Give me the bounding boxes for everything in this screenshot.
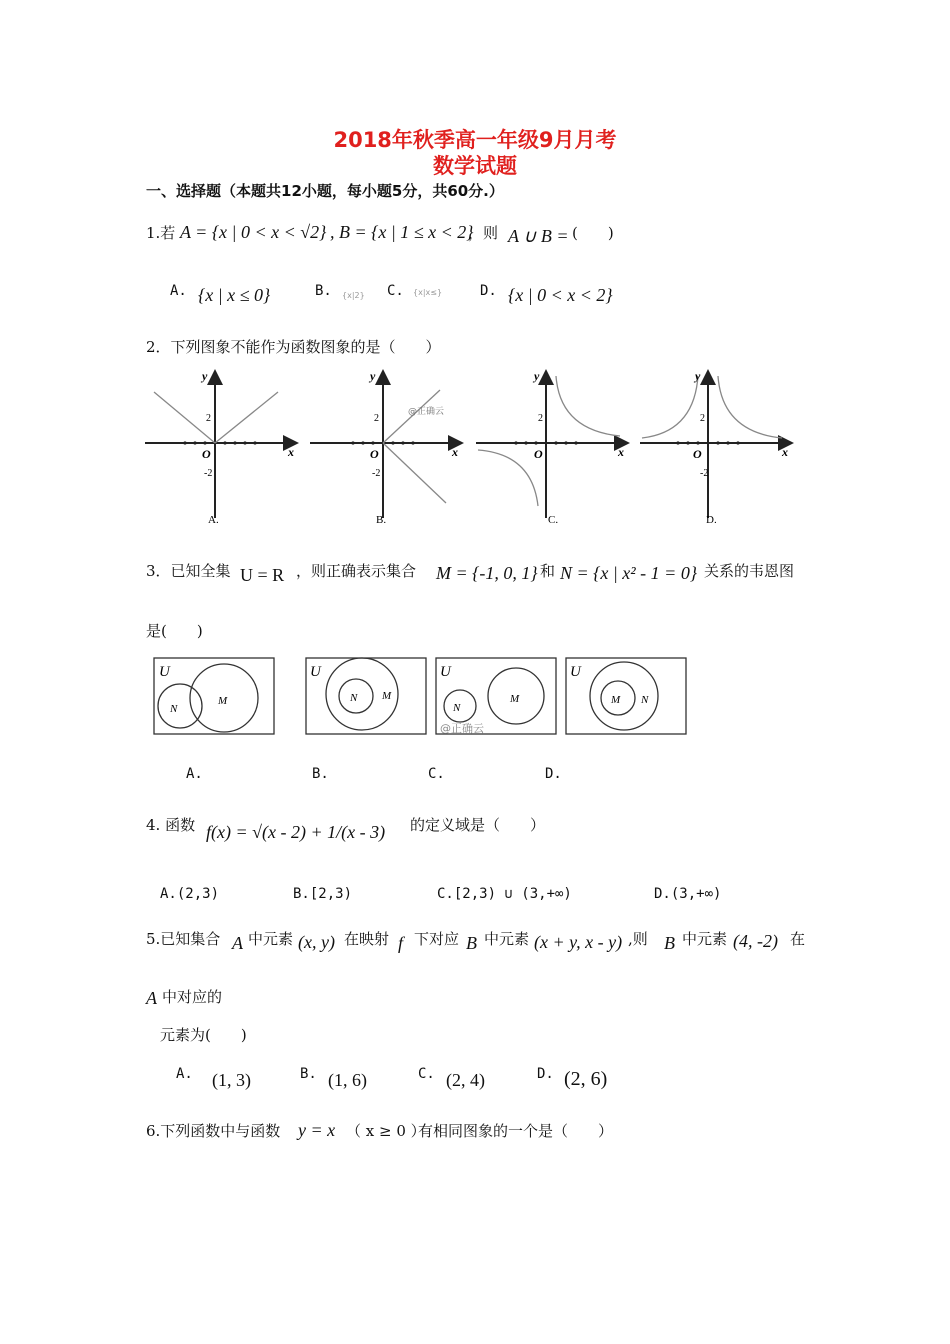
venn-b: [306, 658, 426, 734]
q5-set-a: A: [232, 933, 243, 953]
venn-d: [566, 658, 686, 734]
svg-text:U: U: [570, 664, 581, 680]
q1-union: A ∪ B =: [508, 226, 569, 246]
section-heading: 一、选择题（本题共12小题，每小题5分，共60分.）: [146, 182, 504, 200]
q5-text-e: 中元素: [484, 930, 530, 948]
q5-lead: 5.已知集合: [146, 930, 221, 948]
q5-text-k: 元素为( ): [160, 1026, 247, 1044]
q5-text-i: 在: [790, 930, 806, 948]
q5-opt-b-label: B.: [300, 1066, 317, 1082]
q5-element-xy: (x, y): [298, 932, 335, 952]
q6-lead: 6.下列函数中与函数: [146, 1122, 281, 1140]
q5-set-b2: B: [664, 933, 675, 953]
svg-text:M: M: [382, 690, 392, 702]
svg-text:C.: C.: [548, 514, 559, 526]
q6-function: y = x: [298, 1120, 336, 1140]
svg-text:y: y: [695, 369, 701, 383]
q3-universal-set: U = R: [240, 565, 285, 585]
q3-venn-diagrams: [150, 654, 690, 738]
q5-opt-a: (1, 3): [212, 1070, 251, 1090]
svg-text:N: N: [170, 703, 178, 715]
q1-opt-a-label: A.: [170, 283, 187, 299]
q5-text-d: 下对应: [414, 930, 460, 948]
venn-a: [154, 658, 274, 734]
q4-opt-b: B.[2,3): [293, 886, 353, 902]
q4-function: f(x) = √(x - 2) + 1/(x - 3): [206, 822, 386, 842]
graph-c: [476, 369, 626, 526]
q1-opt-c: {x|x≤}: [413, 288, 443, 297]
svg-text:O: O: [370, 447, 379, 461]
q3-text-c: 关系的韦恩图: [704, 562, 795, 580]
page-title: 2018年秋季高一年级9月月考: [333, 128, 617, 152]
q5-opt-c-label: C.: [418, 1066, 435, 1082]
q1-opt-c-label: C.: [387, 283, 404, 299]
svg-text:2: 2: [206, 413, 211, 424]
q5-opt-b: (1, 6): [328, 1070, 367, 1090]
svg-text:y: y: [370, 369, 376, 383]
svg-text:x: x: [782, 445, 788, 459]
svg-text:N: N: [453, 702, 461, 714]
q1-opt-a: {x | x ≤ 0}: [198, 285, 271, 305]
q5-map-f: f: [398, 933, 404, 953]
q1-opt-d: {x | 0 < x < 2}: [508, 285, 613, 305]
q1-set-a: A = {x | 0 < x < √2}: [180, 222, 327, 242]
q1-opt-d-label: D.: [480, 283, 497, 299]
svg-text:-2: -2: [204, 468, 213, 479]
q3-set-n: N = {x | x² - 1 = 0}: [560, 563, 698, 583]
svg-text:U: U: [310, 664, 321, 680]
svg-text:M: M: [611, 694, 621, 706]
q2-graphs: [140, 368, 810, 530]
svg-text:O: O: [693, 447, 702, 461]
q3-set-m: M = {-1, 0, 1}: [436, 563, 538, 583]
q4-opt-c: C.[2,3) ∪ (3,+∞): [437, 886, 572, 902]
svg-text:x: x: [288, 445, 294, 459]
q2-text: 2．下列图象不能作为函数图象的是（ ）: [146, 338, 441, 356]
q4-opt-a: A.(2,3): [160, 886, 220, 902]
q5-opt-a-label: A.: [176, 1066, 193, 1082]
svg-text:x: x: [618, 445, 624, 459]
page-subtitle: 数学试题: [433, 154, 517, 178]
q2-watermark: @正确云: [408, 407, 445, 417]
q3-label-a: A.: [186, 766, 203, 782]
svg-text:x: x: [452, 445, 458, 459]
svg-text:-2: -2: [700, 468, 709, 479]
q3-text-d: 是( ): [146, 622, 203, 640]
svg-text:A.: A.: [208, 514, 219, 526]
q3-watermark: @正确云: [440, 722, 484, 735]
svg-text:B.: B.: [376, 514, 387, 526]
svg-text:y: y: [202, 369, 208, 383]
svg-text:M: M: [218, 695, 228, 707]
q5-text-h: 中元素: [682, 930, 728, 948]
q6-ask: 有相同图象的一个是（ ）: [418, 1122, 614, 1140]
svg-text:O: O: [534, 447, 543, 461]
q5-opt-d-label: D.: [537, 1066, 554, 1082]
q5-set-b: B: [466, 933, 477, 953]
q3-text-b: ，则正确表示集合: [296, 562, 417, 580]
q5-opt-d: (2, 6): [564, 1068, 608, 1090]
svg-text:-2: -2: [372, 468, 381, 479]
q3-and: 和: [540, 562, 556, 580]
q5-text-g: ,则: [628, 930, 648, 948]
q6-condition: （ x ≥ 0 ）: [346, 1122, 426, 1140]
q1-opt-b-label: B.: [315, 283, 332, 299]
svg-text:2: 2: [374, 413, 379, 424]
q4-ask: 的定义域是（ ）: [410, 816, 546, 834]
q5-opt-c: (2, 4): [446, 1070, 485, 1090]
svg-text:N: N: [350, 692, 358, 704]
svg-text:2: 2: [538, 413, 543, 424]
q1-set-b: , B = {x | 1 ≤ x < 2}: [330, 222, 474, 242]
q5-image: (x + y, x - y): [534, 932, 623, 952]
graph-d: [640, 369, 790, 526]
svg-text:U: U: [159, 664, 170, 680]
q5-text-b: 中元素: [248, 930, 294, 948]
svg-text:U: U: [440, 664, 451, 680]
svg-text:2: 2: [700, 413, 705, 424]
q1-ask: ，则: [468, 224, 499, 242]
q3-label-c: C.: [428, 766, 445, 782]
q5-set-a2: A: [146, 988, 157, 1008]
q1-opt-b: {x|2}: [342, 291, 365, 300]
q5-text-c: 在映射: [344, 930, 390, 948]
q5-text-j: 中对应的: [162, 988, 223, 1006]
svg-text:D.: D.: [706, 514, 717, 526]
svg-text:N: N: [641, 694, 649, 706]
q1-paren: ( ): [572, 224, 614, 242]
graph-a: [145, 369, 295, 526]
q4-opt-d: D.(3,+∞): [654, 886, 722, 902]
q3-label-b: B.: [312, 766, 329, 782]
q3-label-d: D.: [545, 766, 562, 782]
q4-lead: 4. 函数: [146, 816, 196, 834]
venn-c: [436, 658, 556, 735]
graph-b: [310, 369, 460, 526]
svg-text:y: y: [534, 369, 540, 383]
q5-point: (4, -2): [733, 931, 778, 951]
q1-lead: 1.若: [146, 224, 176, 242]
svg-text:M: M: [510, 693, 520, 705]
svg-text:O: O: [202, 447, 211, 461]
q3-lead: 3．已知全集: [146, 562, 231, 580]
